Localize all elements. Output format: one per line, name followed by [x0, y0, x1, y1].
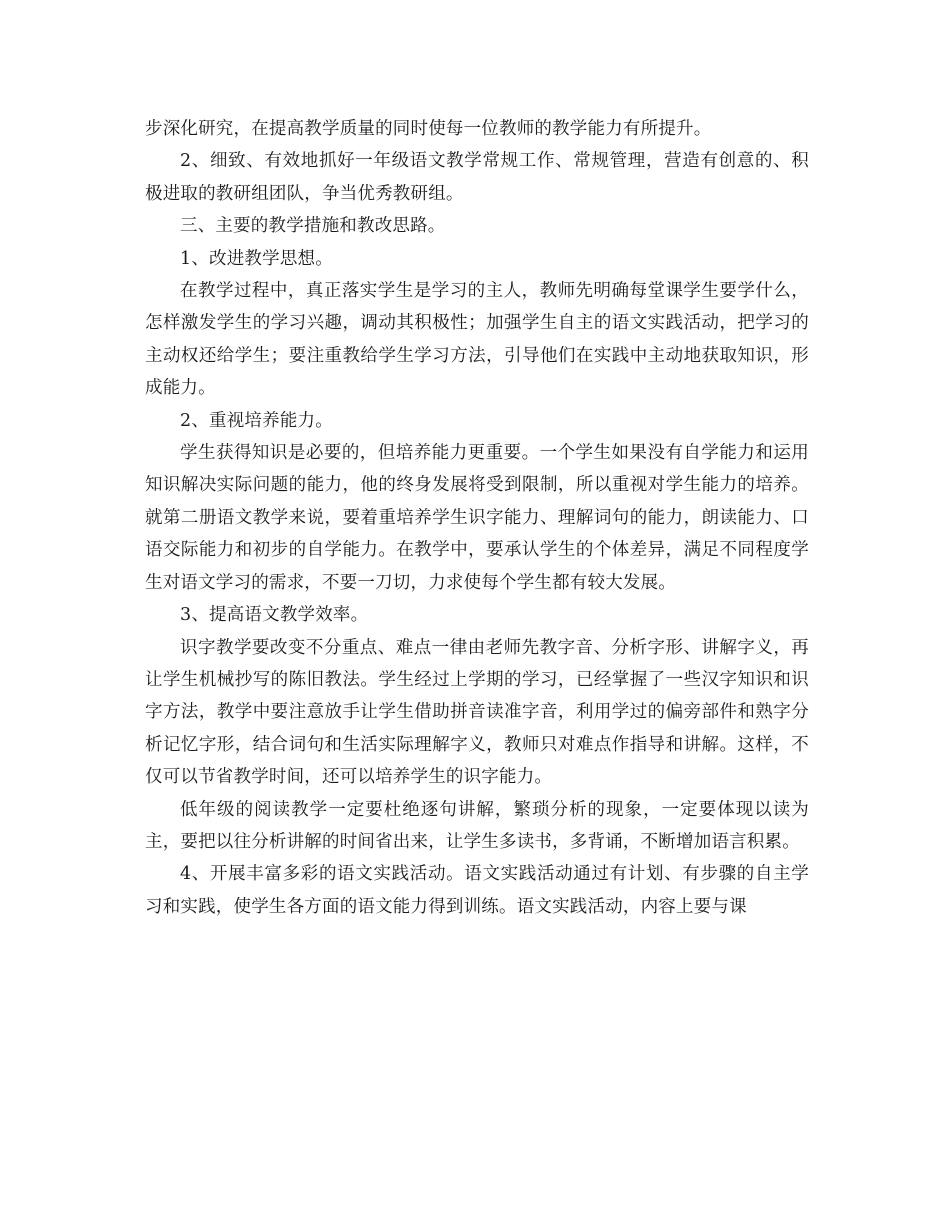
document-body: [145, 113, 809, 923]
paragraph-item-2-goal: 2、细致、有效地抓好一年级语文教学常规工作、常规管理，营造有创意的、积极进取的教研组团队，争当优秀教研组。: [145, 151, 809, 204]
paragraph-ability: 学生获得知识是必要的，但培养能力更重要。一个学生如果没有自学能力和运用知识解决实际问题的能力，他的终身发展将受到限制，所以重视对学生能力的培养。就第二册语文教学来说，要着重培养学生识字能力、理解词句的能力，朗读能力、口语交际能力和初步的自学能力。在教学中，要承认学生的个体差异，满足不同程度学生对语文学习的需求，不要一刀切，力求使每个学生都有较大发展。: [145, 443, 809, 593]
paragraph-item-4-activities: 4、开展丰富多彩的语文实践活动。语文实践活动通过有计划、有步骤的自主学习和实践，使学生各方面的语文能力得到训练。语文实践活动，内容上要与课: [145, 864, 809, 917]
paragraph-continuation: 步深化研究，在提高教学质量的同时使每一位教师的教学能力有所提升。: [145, 119, 712, 139]
paragraph-reading: 低年级的阅读教学一定要杜绝逐句讲解，繁琐分析的现象，一定要体现以读为主，要把以往分析讲解的时间省出来，让学生多读书，多背诵，不断增加语言积累。: [145, 799, 809, 852]
paragraph-teaching-process: 在教学过程中，真正落实学生是学习的主人，教师先明确每堂课学生要学什么，怎样激发学生的学习兴趣，调动其积极性；加强学生自主的语文实践活动，把学习的主动权还给学生；要注重教给学生学习方法，引导他们在实践中主动地获取知识，形成能力。: [145, 281, 809, 399]
subheading-1: 1、改进教学思想。: [180, 248, 333, 269]
paragraph-literacy: 识字教学要改变不分重点、难点一律由老师先教字音、分析字形、讲解字义，再让学生机械抄写的陈旧教法。学生经过上学期的学习，已经掌握了一些汉字知识和识字方法，教学中要注意放手让学生借助拼音读准字音，利用学过的偏旁部件和熟字分析记忆字形，结合词句和生活实际理解字义，教师只对难点作指导和讲解。这样，不仅可以节省教学时间，还可以培养学生的识字能力。: [145, 637, 809, 788]
subheading-2: 2、重视培养能力。: [180, 410, 333, 431]
subheading-3: 3、提高语文教学效率。: [180, 605, 369, 626]
section-heading-measures: 三、主要的教学措施和教改思路。: [180, 216, 446, 237]
